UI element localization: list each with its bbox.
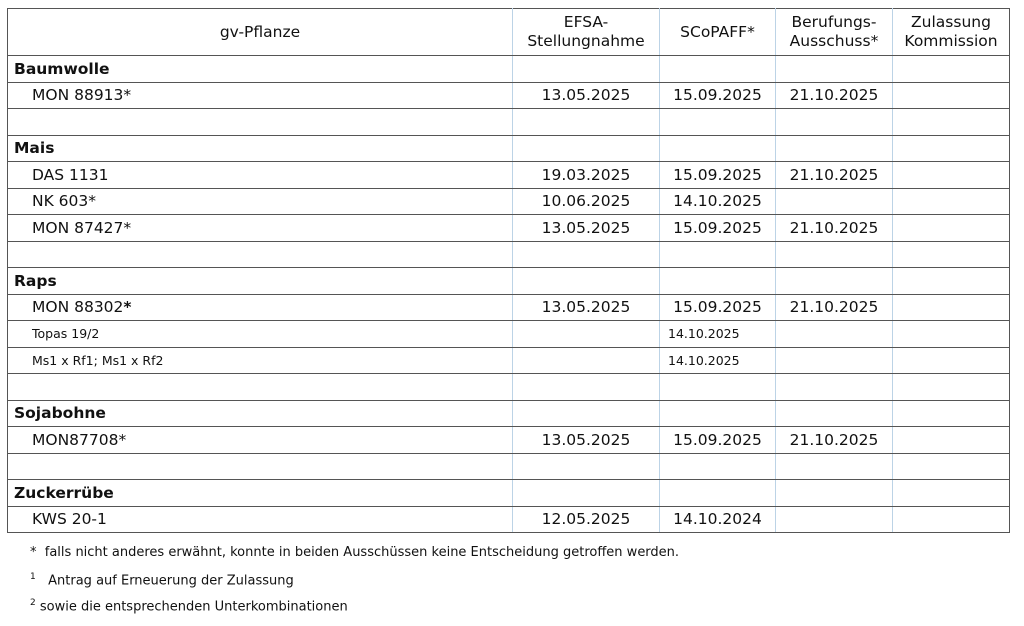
header-efsa: EFSA- Stellungnahme xyxy=(513,9,660,56)
group-row xyxy=(8,56,1010,83)
empty-cell xyxy=(660,241,776,268)
empty-cell xyxy=(776,480,893,507)
date-zul xyxy=(893,506,1010,533)
plant-name: Ms1 x Rf1; Ms1 x Rf2 xyxy=(8,347,513,374)
header-row xyxy=(8,9,1010,56)
empty-cell xyxy=(893,135,1010,162)
empty-cell xyxy=(893,453,1010,480)
date-efsa xyxy=(513,321,660,348)
date-zul xyxy=(893,427,1010,454)
date-zul xyxy=(893,82,1010,109)
table-row xyxy=(8,82,1010,109)
group-label: Baumwolle xyxy=(8,56,513,83)
empty-cell xyxy=(893,400,1010,427)
group-row xyxy=(8,135,1010,162)
empty-cell xyxy=(8,453,513,480)
empty-cell xyxy=(776,268,893,295)
empty-cell xyxy=(660,374,776,401)
empty-cell xyxy=(893,56,1010,83)
plant-name: NK 603* xyxy=(8,188,513,215)
date-scopaff: 14.10.2025 xyxy=(660,347,776,374)
empty-cell xyxy=(660,453,776,480)
empty-cell xyxy=(513,453,660,480)
empty-cell xyxy=(893,241,1010,268)
date-beruf: 21.10.2025 xyxy=(776,427,893,454)
empty-cell xyxy=(776,135,893,162)
date-scopaff: 14.10.2025 xyxy=(660,321,776,348)
spacer-row xyxy=(8,109,1010,136)
table-row xyxy=(8,162,1010,189)
plant-name: DAS 1131 xyxy=(8,162,513,189)
empty-cell xyxy=(893,268,1010,295)
date-beruf xyxy=(776,347,893,374)
empty-cell xyxy=(513,400,660,427)
empty-cell xyxy=(660,400,776,427)
empty-cell xyxy=(776,453,893,480)
empty-cell xyxy=(513,135,660,162)
table-row xyxy=(8,427,1010,454)
header-zulassung: Zulassung Kommission xyxy=(893,9,1010,56)
footnote-star: * falls nicht anderes erwähnt, konnte in beiden Ausschüssen keine Entscheidung getroffen werden. xyxy=(30,545,680,560)
table-row xyxy=(8,321,1010,348)
group-label: Sojabohne xyxy=(8,400,513,427)
date-efsa xyxy=(513,347,660,374)
group-label: Mais xyxy=(8,135,513,162)
date-scopaff: 15.09.2025 xyxy=(660,82,776,109)
empty-cell xyxy=(513,268,660,295)
group-row xyxy=(8,268,1010,295)
date-efsa: 13.05.2025 xyxy=(513,294,660,321)
approval-table xyxy=(7,8,1010,533)
group-label: Zuckerrübe xyxy=(8,480,513,507)
date-beruf: 21.10.2025 xyxy=(776,294,893,321)
spacer-row xyxy=(8,374,1010,401)
date-zul xyxy=(893,347,1010,374)
empty-cell xyxy=(893,480,1010,507)
date-efsa: 12.05.2025 xyxy=(513,506,660,533)
empty-cell xyxy=(513,241,660,268)
empty-cell xyxy=(513,56,660,83)
table-row xyxy=(8,347,1010,374)
empty-cell xyxy=(893,374,1010,401)
date-beruf xyxy=(776,188,893,215)
plant-name: MON 88913* xyxy=(8,82,513,109)
group-row xyxy=(8,400,1010,427)
plant-name: MON87708* xyxy=(8,427,513,454)
empty-cell xyxy=(776,56,893,83)
empty-cell xyxy=(776,109,893,136)
footnote-2: $^2$ sowie die entsprechenden Unterkombinationen xyxy=(30,598,348,615)
spacer-row xyxy=(8,453,1010,480)
table-row xyxy=(8,294,1010,321)
date-scopaff: 15.09.2025 xyxy=(660,427,776,454)
plant-name: MON 88302* xyxy=(8,294,513,321)
group-label: Raps xyxy=(8,268,513,295)
date-beruf xyxy=(776,506,893,533)
empty-cell xyxy=(8,374,513,401)
empty-cell xyxy=(513,374,660,401)
date-efsa: 19.03.2025 xyxy=(513,162,660,189)
empty-cell xyxy=(660,109,776,136)
plant-name: KWS 20-1 xyxy=(8,506,513,533)
empty-cell xyxy=(660,56,776,83)
date-efsa: 13.05.2025 xyxy=(513,82,660,109)
empty-cell xyxy=(8,109,513,136)
empty-cell xyxy=(660,135,776,162)
table-row xyxy=(8,188,1010,215)
date-scopaff: 14.10.2025 xyxy=(660,188,776,215)
date-scopaff: 15.09.2025 xyxy=(660,215,776,242)
empty-cell xyxy=(776,374,893,401)
table-row xyxy=(8,215,1010,242)
date-scopaff: 15.09.2025 xyxy=(660,294,776,321)
footnote-1: $^1$ Antrag auf Erneuerung der Zulassung xyxy=(30,572,294,589)
date-beruf: 21.10.2025 xyxy=(776,82,893,109)
date-zul xyxy=(893,188,1010,215)
empty-cell xyxy=(776,400,893,427)
date-efsa: 10.06.2025 xyxy=(513,188,660,215)
date-zul xyxy=(893,215,1010,242)
date-scopaff: 14.10.2024 xyxy=(660,506,776,533)
empty-cell xyxy=(8,241,513,268)
table-row xyxy=(8,506,1010,533)
header-plant: gv-Pflanze xyxy=(8,9,513,56)
empty-cell xyxy=(893,109,1010,136)
empty-cell xyxy=(513,109,660,136)
header-berufung: Berufungs- Ausschuss* xyxy=(776,9,893,56)
plant-name: MON 87427* xyxy=(8,215,513,242)
date-zul xyxy=(893,321,1010,348)
empty-cell xyxy=(660,268,776,295)
date-beruf: 21.10.2025 xyxy=(776,162,893,189)
spacer-row xyxy=(8,241,1010,268)
date-efsa: 13.05.2025 xyxy=(513,215,660,242)
date-beruf xyxy=(776,321,893,348)
date-zul xyxy=(893,162,1010,189)
plant-name: Topas 19/2 xyxy=(8,321,513,348)
empty-cell xyxy=(660,480,776,507)
date-efsa: 13.05.2025 xyxy=(513,427,660,454)
empty-cell xyxy=(513,480,660,507)
date-beruf: 21.10.2025 xyxy=(776,215,893,242)
date-scopaff: 15.09.2025 xyxy=(660,162,776,189)
date-zul xyxy=(893,294,1010,321)
header-scopaff: SCoPAFF* xyxy=(660,9,776,56)
empty-cell xyxy=(776,241,893,268)
group-row xyxy=(8,480,1010,507)
